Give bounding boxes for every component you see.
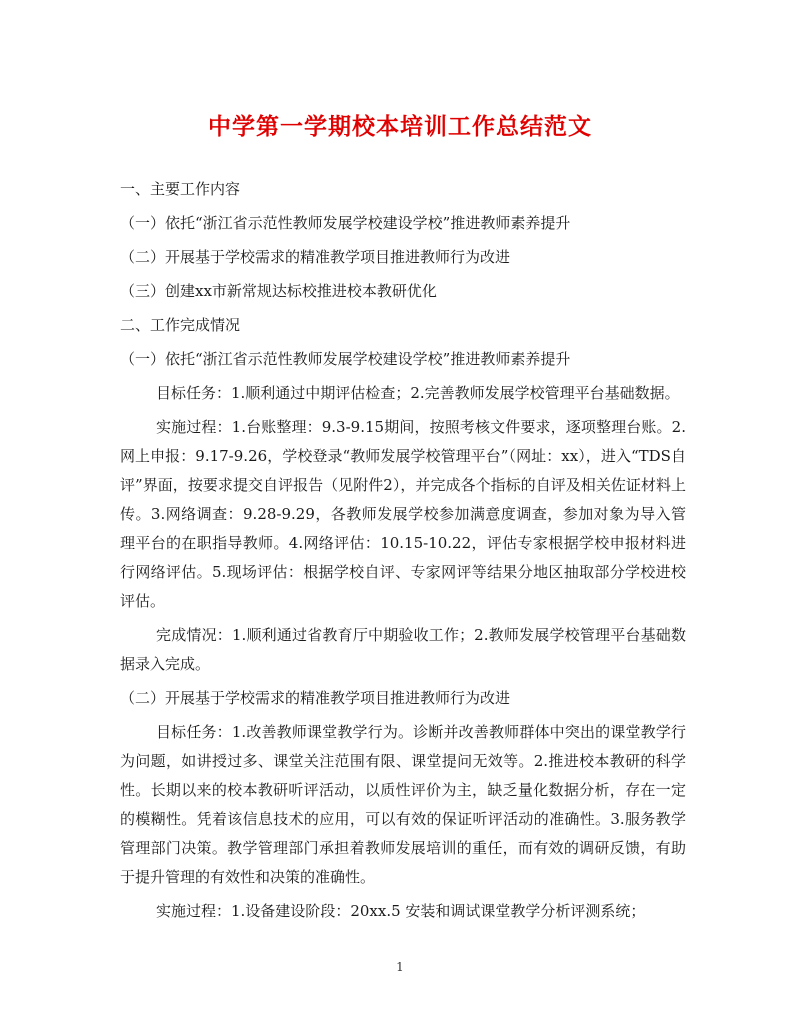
document-title: 中学第一学期校本培训工作总结范文 (208, 114, 592, 140)
subsection-heading: （一）依托“浙江省示范性教师发展学校建设学校”推进教师素养提升 (120, 350, 571, 368)
subsection-heading: （二）开展基于学校需求的精准教学项目推进教师行为改进 (120, 689, 511, 707)
document-body (120, 175, 686, 931)
paragraph: 实施过程：1.台账整理：9.3-9.15期间，按照考核文件要求，逐项整理台账。2.网上申报：9.17-9.26，学校登录“教师发展学校管理平台”（网址：xx），进入“TDS自评”界面，按要求提交自评报告（见附件2），并完成各个指标的自评及相关佐证材料上传。3.网络调查：9.28-9.29，各教师发展学校参加满意度调查，参加对象为导入管理平台的在职指导教师。4.网络评估：10.15-10.22，评估专家根据学校申报材料进行网络评估。5.现场评估：根据学校自评、专家网评等结果分地区抽取部分学校进校评估。 (120, 418, 686, 610)
paragraph: 完成情况：1.顺利通过省教育厅中期验收工作；2.教师发展学校管理平台基础数据录入完成。 (120, 626, 686, 673)
section-heading: 一、主要工作内容 (120, 180, 241, 198)
subsection-heading: （一）依托“浙江省示范性教师发展学校建设学校”推进教师素养提升 (120, 214, 571, 232)
paragraph: 目标任务：1.顺利通过中期评估检查；2.完善教师发展学校管理平台基础数据。 (156, 384, 680, 402)
subsection-heading: （二）开展基于学校需求的精准教学项目推进教师行为改进 (120, 248, 511, 266)
section-heading: 二、工作完成情况 (120, 316, 241, 334)
paragraph: 目标任务：1.改善教师课堂教学行为。诊断并改善教师群体中突出的课堂教学行为问题，如讲授过多、课堂关注范围有限、课堂提问无效等。2.推进校本教研的科学性。长期以来的校本教研听评活动，以质性评价为主，缺乏量化数据分析，存在一定的模糊性。凭着该信息技术的应用，可以有效的保证听评活动的准确性。3.服务教学管理部门决策。教学管理部门承担着教师发展培训的重任，而有效的调研反馈，有助于提升管理的有效性和决策的准确性。 (120, 723, 686, 886)
paragraph: 实施过程：1.设备建设阶段：20xx.5 安装和调试课堂教学分析评测系统； (156, 902, 646, 920)
page-number: 1 (396, 960, 404, 974)
subsection-heading: （三）创建xx市新常规达标校推进校本教研优化 (120, 282, 437, 300)
